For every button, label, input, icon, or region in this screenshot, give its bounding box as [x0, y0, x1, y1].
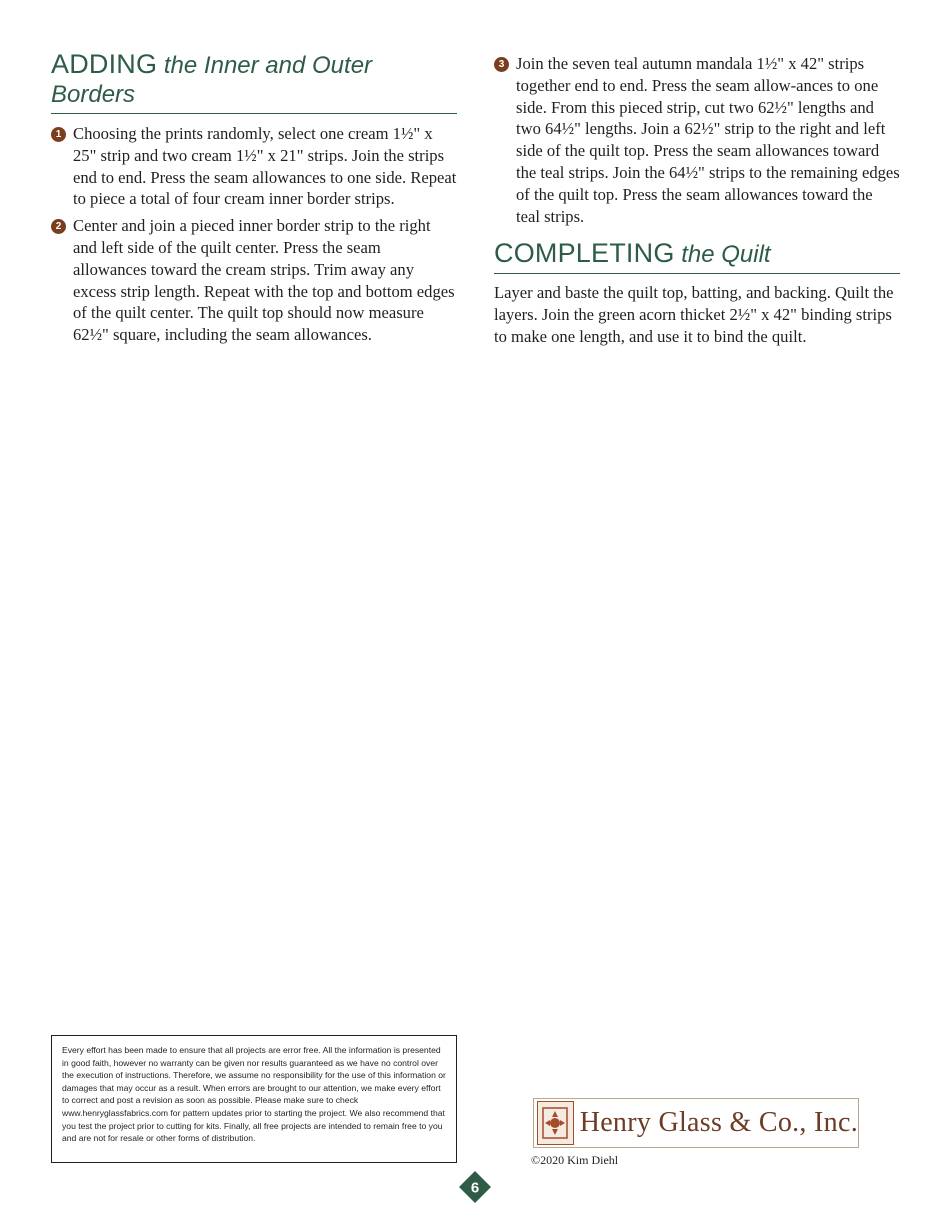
heading-big: COMPLETING — [494, 238, 675, 269]
step-1-text: Choosing the prints randomly, select one cream 1½" x 25" strip and two cream 1½" x 21" strips. Join the strips end to end. Press the seam allowances to one side. Repeat to piece a total of four cream inner border strips. — [73, 124, 457, 209]
page-number-badge — [458, 1170, 492, 1204]
step-1 — [51, 123, 457, 210]
logo-emblem-icon — [537, 1101, 574, 1145]
left-column — [51, 50, 457, 346]
heading-big: ADDING — [51, 49, 158, 79]
henry-glass-logo — [533, 1098, 859, 1148]
logo-text: Henry Glass & Co., Inc. — [579, 1107, 858, 1138]
right-column — [494, 50, 900, 348]
heading-small: the Inner and Outer Borders — [51, 52, 373, 108]
step-number-3: 3 — [494, 57, 509, 72]
copyright: ©2020 Kim Diehl — [531, 1153, 619, 1167]
heading-small: the Quilt — [681, 241, 771, 269]
step-3 — [494, 53, 900, 227]
step-number-1: 1 — [51, 127, 66, 142]
step-2-text: Center and join a pieced inner border strip to the right and left side of the quilt center. Press the seam allowances toward the cream strips. Trim away any excess strip length. Repeat with the top and bottom edges of the quilt center. The quilt top should now measure 62½" square, including the seam allowances. — [73, 216, 455, 345]
page-number: 6 — [470, 1179, 480, 1197]
step-3-text: Join the seven teal autumn mandala 1½" x 42" strips together end to end. Press the seam allow-ances to one side. From this pieced strip, cut two 62½" lengths and two 64½" lengths. Join a 62½" strip to the right and left side of the quilt top. Press the seam allowances toward the teal strips. Join the 64½" strips to the remaining edges of the quilt top. Press the seam allowances toward the teal strips. — [516, 54, 900, 226]
completing-quilt-heading — [494, 239, 900, 274]
step-2 — [51, 215, 457, 346]
disclaimer-box: Every effort has been made to ensure that all projects are error free. All the information is presented in good faith, however no warranty can be given nor results guaranteed as we have no control over the execution of instructions. Therefore, we assume no responsibility for the use of this information or damages that may occur as a result. When errors are brought to our attention, we make every effort to correct and post a revision as soon as possible. Please make sure to check www.henryglassfabrics.com for pattern updates prior to starting the project. We also recommend that you test the project prior to cutting for kits. Finally, all free projects are intended to remain free to you and are not for resale or other forms of distribution. — [51, 1035, 457, 1163]
adding-borders-heading — [51, 50, 457, 114]
completing-paragraph: Layer and baste the quilt top, batting, and backing. Quilt the layers. Join the green acorn thicket 2½" x 42" binding strips to make one length, and use it to bind the quilt. — [494, 283, 894, 346]
step-number-2: 2 — [51, 219, 66, 234]
